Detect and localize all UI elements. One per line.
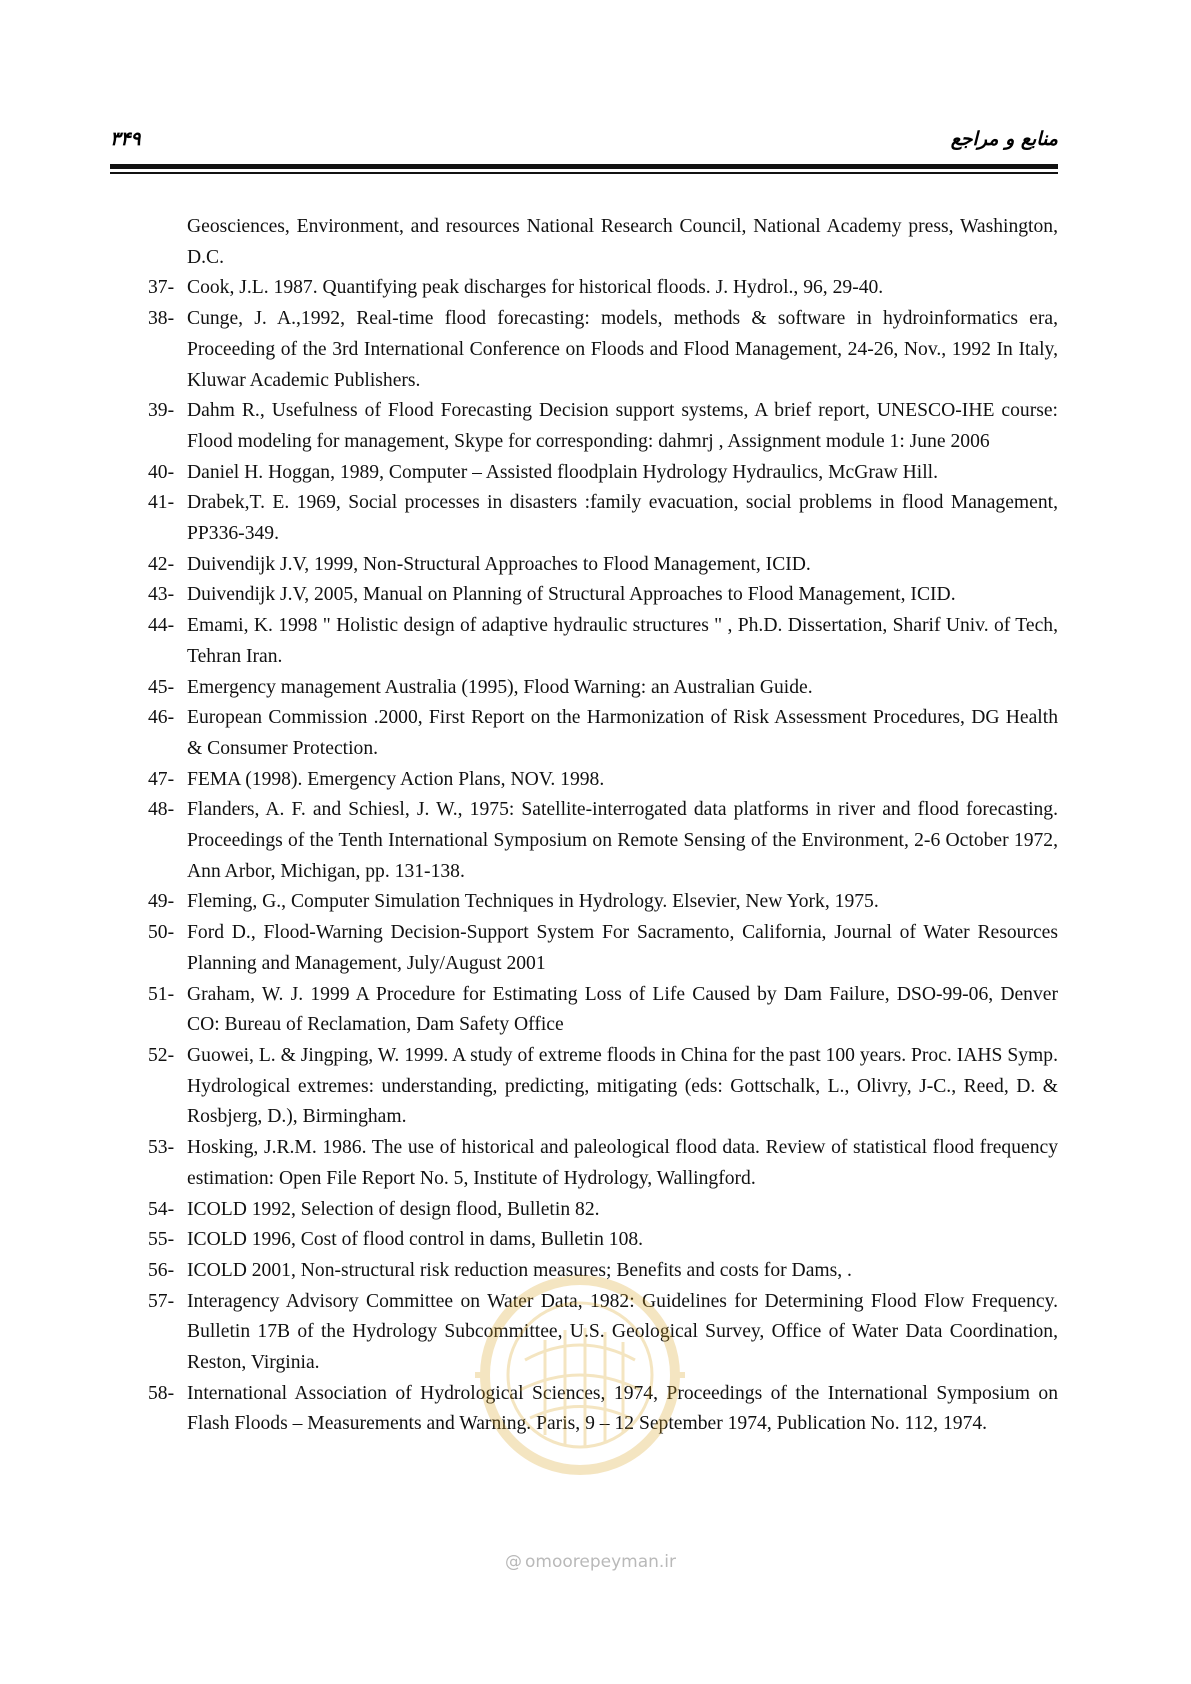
reference-text: Interagency Advisory Committee on Water Data, 1982: Guidelines for Determining Flood Flow Frequency. Bulletin 17B of the Hydrology Subcommittee, U.S. Geological Survey, Office of Water Data Coordination, Reston, Virginia.: [187, 1290, 1058, 1374]
reference-text: International Association of Hydrological Sciences, 1974, Proceedings of the International Symposium on Flash Floods – Measurements and Warning. Paris, 9 – 12 September 1974, Publication No. 112, 1974.: [187, 1382, 1058, 1435]
page-header: [110, 128, 1058, 158]
reference-number: 46-: [148, 707, 175, 729]
watermark-seal: [465, 1250, 695, 1510]
at-icon: @: [505, 1552, 522, 1572]
reference-number: 48-: [148, 799, 175, 821]
reference-number: 53-: [148, 1137, 175, 1159]
reference-text: Guowei, L. & Jingping, W. 1999. A study of extreme floods in China for the past 100 years. Proc. IAHS Symp. Hydrological extremes: understanding, predicting, mitigating (eds: Gottschalk, L., Olivry, J-C., Reed, D. & Rosbjerg, D.), Birmingham.: [187, 1044, 1058, 1128]
reference-text: Ford D., Flood-Warning Decision-Support System For Sacramento, California, Journal of Water Resources Planning and Management, July/August 2001: [187, 922, 1058, 974]
reference-item: [148, 1133, 1058, 1194]
reference-item: [148, 673, 1058, 704]
reference-number: 54-: [148, 1198, 175, 1220]
reference-number: 41-: [148, 492, 175, 514]
reference-number: 40-: [148, 461, 175, 483]
reference-number: 37-: [148, 277, 175, 299]
reference-number: 50-: [148, 922, 175, 944]
reference-number: 44-: [148, 615, 175, 637]
reference-text: Duivendijk J.V, 1999, Non-Structural Approaches to Flood Management, ICID.: [187, 553, 811, 575]
reference-text: Flanders, A. F. and Schiesl, J. W., 1975: Satellite-interrogated data platforms in river and flood forecasting. Proceedings of the Tenth International Symposium on Remote Sensing of the Environment, 2-6 October 1972, Ann Arbor, Michigan, pp. 131-138.: [187, 799, 1058, 882]
reference-number: 45-: [148, 676, 175, 698]
reference-number: 47-: [148, 768, 175, 790]
reference-item: [148, 765, 1058, 796]
reference-text: Emami, K. 1998 " Holistic design of adaptive hydraulic structures " , Ph.D. Dissertation, Sharif Univ. of Tech, Tehran Iran.: [187, 615, 1058, 667]
reference-item: [148, 795, 1058, 887]
header-rule-thick: [110, 164, 1058, 169]
reference-text: Fleming, G., Computer Simulation Techniques in Hydrology. Elsevier, New York, 1975.: [187, 891, 879, 913]
reference-number: 51-: [148, 983, 175, 1005]
reference-number: 52-: [148, 1044, 175, 1066]
reference-item: [148, 396, 1058, 457]
reference-text: European Commission .2000, First Report on the Harmonization of Risk Assessment Procedures, DG Health & Consumer Protection.: [187, 707, 1058, 759]
reference-item: [148, 611, 1058, 672]
running-title: منابع و مراجع: [950, 128, 1058, 150]
reference-number: 56-: [148, 1259, 175, 1281]
reference-number: 38-: [148, 308, 175, 330]
reference-item: [148, 550, 1058, 581]
reference-text: Emergency management Australia (1995), Flood Warning: an Australian Guide.: [187, 676, 813, 698]
reference-number: 43-: [148, 584, 175, 606]
reference-text: Geosciences, Environment, and resources National Research Council, National Academy press, Washington, D.C.: [187, 216, 1058, 268]
header-rule-thin: [110, 172, 1058, 174]
reference-text: ICOLD 1996, Cost of flood control in dams, Bulletin 108.: [187, 1229, 644, 1251]
reference-text: Cook, J.L. 1987. Quantifying peak discharges for historical floods. J. Hydrol., 96, 29-40.: [187, 277, 884, 299]
reference-item: [148, 580, 1058, 611]
reference-text: ICOLD 2001, Non-structural risk reduction measures; Benefits and costs for Dams, .: [187, 1259, 852, 1281]
reference-item: [148, 273, 1058, 304]
reference-number: 39-: [148, 400, 175, 422]
page-number: ۳۴۹: [110, 128, 141, 150]
reference-item: [148, 212, 1058, 273]
reference-number: 49-: [148, 891, 175, 913]
reference-text: ICOLD 1992, Selection of design flood, Bulletin 82.: [187, 1198, 600, 1220]
reference-item: [148, 918, 1058, 979]
reference-item: [148, 980, 1058, 1041]
reference-number: 55-: [148, 1229, 175, 1251]
reference-item: [148, 1041, 1058, 1133]
watermark-text: [505, 1552, 705, 1572]
reference-text: Hosking, J.R.M. 1986. The use of historical and paleological flood data. Review of statistical flood frequency estimation: Open File Report No. 5, Institute of Hydrology, Wallingford.: [187, 1137, 1058, 1189]
reference-text: Daniel H. Hoggan, 1989, Computer – Assisted floodplain Hydrology Hydraulics, McGraw Hill.: [187, 461, 938, 483]
reference-text: Cunge, J. A.,1992, Real-time flood forecasting: models, methods & software in hydroinformatics era, Proceeding of the 3rd International Conference on Floods and Flood Management, 24-26, Nov., 1992 In Italy, Kluwar Academic Publishers.: [187, 308, 1058, 391]
reference-number: 57-: [148, 1290, 175, 1312]
reference-text: Drabek,T. E. 1969, Social processes in disasters :family evacuation, social problems in flood Management, PP336-349.: [187, 492, 1058, 545]
reference-item: [148, 1195, 1058, 1226]
reference-text: Graham, W. J. 1999 A Procedure for Estimating Loss of Life Caused by Dam Failure, DSO-99-06, Denver CO: Bureau of Reclamation, Dam Safety Office: [187, 983, 1058, 1036]
reference-item: [148, 304, 1058, 396]
reference-item: [148, 458, 1058, 489]
reference-text: Duivendijk J.V, 2005, Manual on Planning of Structural Approaches to Flood Management, ICID.: [187, 584, 956, 606]
reference-number: 42-: [148, 553, 175, 575]
reference-item: [148, 887, 1058, 918]
reference-text: FEMA (1998). Emergency Action Plans, NOV. 1998.: [187, 768, 605, 790]
reference-item: [148, 703, 1058, 764]
reference-text: Dahm R., Usefulness of Flood Forecasting Decision support systems, A brief report, UNESCO-IHE course: Flood modeling for management, Skype for corresponding: dahmrj , Assignment module 1: June 2006: [187, 400, 1058, 452]
reference-item: [148, 488, 1058, 549]
watermark-site: omoorepeyman.ir: [525, 1552, 677, 1572]
reference-number: 58-: [148, 1382, 175, 1404]
